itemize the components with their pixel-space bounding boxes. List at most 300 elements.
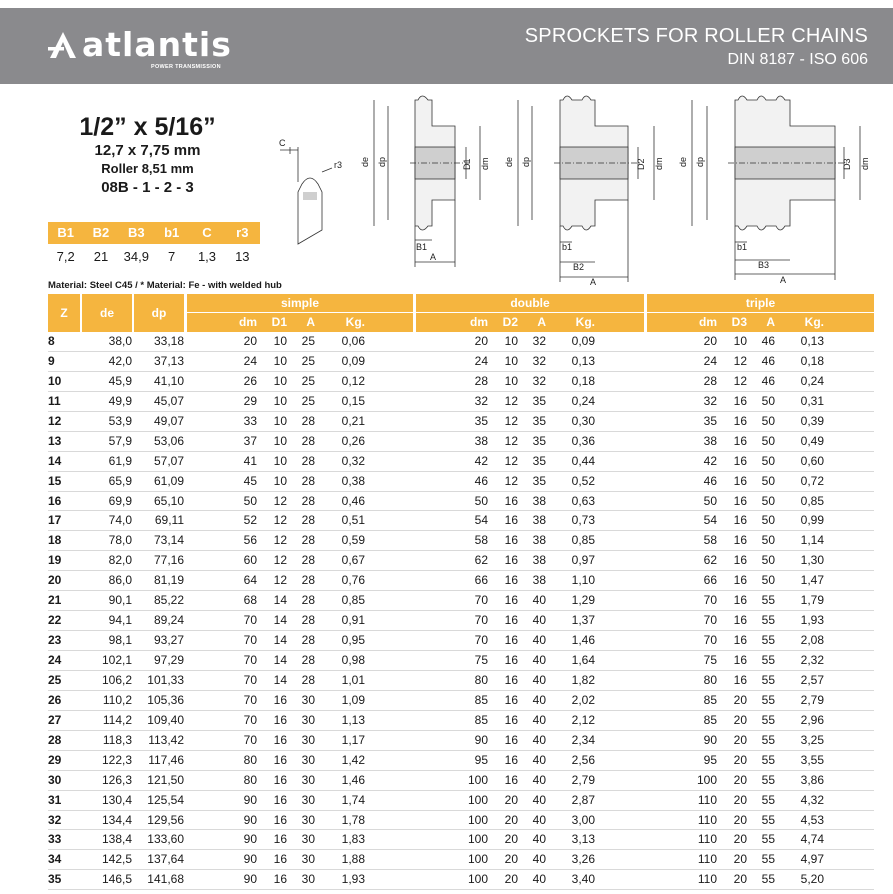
table-cell: 10	[273, 473, 287, 488]
table-cell: 12	[273, 533, 287, 548]
table-cell: 22	[48, 613, 62, 628]
table-cell: 2,79	[571, 772, 595, 787]
table-cell: 98,1	[108, 633, 132, 648]
table-cell: 40	[532, 593, 546, 608]
table-cell: 110	[697, 832, 717, 847]
table-cell: 16	[273, 732, 287, 747]
table-cell: 129,56	[147, 812, 184, 827]
table-cell: 40	[532, 852, 546, 867]
table-cell: 32	[474, 393, 488, 408]
table-cell: 30	[301, 692, 315, 707]
table-cell: 0,76	[341, 573, 365, 588]
table-cell: 70	[243, 692, 257, 707]
table-cell: 0,30	[571, 413, 595, 428]
table-row	[48, 352, 874, 372]
table-cell: 16	[273, 832, 287, 847]
table-cell: 53,06	[153, 433, 184, 448]
table-cell: 28	[301, 493, 315, 508]
table-cell: 20	[703, 334, 717, 348]
table-cell: 28	[703, 373, 717, 388]
table-cell: 20	[733, 712, 747, 727]
table-cell: 121,50	[147, 772, 184, 787]
table-cell: 16	[733, 533, 747, 548]
table-cell: 12	[48, 413, 62, 428]
table-cell: 14	[273, 633, 287, 648]
table-cell: 50	[761, 573, 775, 588]
table-cell: 113,42	[148, 732, 184, 747]
table-cell: 1,01	[341, 672, 365, 687]
table-row	[48, 611, 874, 631]
table-cell: 55	[761, 732, 775, 747]
table-cell: 24	[243, 353, 257, 368]
table-cell: 12	[733, 373, 747, 388]
table-cell: 16	[504, 533, 518, 548]
table-cell: 54	[474, 513, 488, 528]
dimension-header-row	[48, 222, 260, 244]
table-cell: 16	[504, 692, 518, 707]
table-cell: 20	[733, 692, 747, 707]
table-cell: 70	[243, 672, 257, 687]
table-cell: 20	[733, 752, 747, 767]
dimension-table	[48, 222, 260, 270]
table-cell: 0,26	[341, 433, 365, 448]
table-cell: 20	[733, 792, 747, 807]
table-cell: 89,24	[153, 613, 184, 628]
table-cell: 20	[733, 832, 747, 847]
table-cell: 97,29	[153, 653, 184, 667]
table-cell: 35	[474, 413, 488, 428]
table-row	[48, 412, 874, 432]
table-cell: 20	[504, 792, 518, 807]
table-cell: 55	[761, 593, 775, 608]
table-cell: 32	[48, 812, 62, 827]
brand-name: atlantis	[82, 25, 232, 64]
table-cell: 0,06	[341, 334, 365, 348]
table-cell: 55	[761, 752, 775, 767]
table-cell: 10	[273, 334, 287, 348]
table-cell: 0,85	[341, 593, 365, 608]
table-cell: 30	[301, 772, 315, 787]
table-cell: 53,9	[108, 413, 132, 428]
table-cell: 94,1	[108, 613, 132, 628]
table-cell: 2,96	[800, 712, 824, 727]
table-cell: 37	[243, 433, 257, 448]
table-cell: 27	[48, 712, 62, 727]
table-cell: 1,93	[341, 872, 365, 887]
brand-logo	[48, 26, 248, 76]
table-cell: 60	[243, 553, 257, 568]
table-cell: 80	[243, 772, 257, 787]
table-cell: 57,07	[153, 453, 184, 468]
table-cell: 55	[761, 613, 775, 628]
label-triple-a: A	[780, 275, 787, 285]
header-subtitle: DIN 8187 - ISO 606	[727, 51, 868, 68]
table-cell: 16	[48, 493, 62, 508]
label-triple-dp: dp	[695, 156, 705, 167]
table-cell: 16	[504, 613, 518, 628]
table-cell: 41	[243, 453, 257, 468]
table-cell: 42	[474, 453, 488, 468]
table-cell: 50	[761, 513, 775, 528]
table-cell: 85	[474, 712, 488, 727]
dim-value-r3: 13	[235, 249, 250, 264]
table-cell: 70	[243, 712, 257, 727]
table-cell: 55	[761, 852, 775, 867]
table-cell: 0,38	[341, 473, 365, 488]
table-cell: 105,36	[147, 692, 184, 707]
table-cell: 35	[48, 872, 62, 887]
table-cell: 35	[703, 413, 717, 428]
table-cell: 3,40	[571, 872, 595, 887]
table-cell: 46	[761, 353, 775, 368]
label-triple-d3: D3	[842, 158, 852, 170]
table-cell: 40	[532, 692, 546, 707]
table-cell: 90	[243, 812, 257, 827]
table-cell: 90	[243, 792, 257, 807]
table-cell: 8	[48, 334, 55, 348]
table-cell: 118,3	[102, 732, 132, 747]
table-cell: 75	[703, 653, 717, 667]
table-cell: 1,83	[341, 832, 365, 847]
table-cell: 14	[273, 672, 287, 687]
table-cell: 110	[697, 812, 717, 827]
table-cell: 28	[301, 473, 315, 488]
table-cell: 46	[761, 373, 775, 388]
table-cell: 10	[504, 373, 518, 388]
label-triple-b1: b1	[737, 242, 748, 252]
table-cell: 70	[474, 613, 488, 628]
table-cell: 0,59	[341, 533, 365, 548]
table-row	[48, 870, 874, 890]
brand-tagline: POWER TRANSMISSION	[151, 64, 221, 70]
table-cell: 142,5	[101, 852, 132, 867]
label-c: C	[279, 138, 286, 148]
table-cell: 0,46	[341, 493, 365, 508]
table-cell: 40	[532, 653, 546, 667]
table-cell: 20	[733, 852, 747, 867]
table-cell: 1,74	[341, 792, 365, 807]
table-cell: 1,37	[571, 613, 595, 628]
table-cell: 20	[504, 812, 518, 827]
table-row	[48, 372, 874, 392]
table-cell: 16	[733, 473, 747, 488]
table-cell: 20	[733, 812, 747, 827]
table-cell: 12	[273, 573, 287, 588]
table-cell: 16	[733, 553, 747, 568]
table-body	[48, 332, 874, 890]
table-cell: 50	[761, 473, 775, 488]
table-cell: 10	[273, 413, 287, 428]
table-cell: 85	[703, 692, 717, 707]
table-cell: 134,4	[101, 812, 132, 827]
table-cell: 0,09	[341, 353, 365, 368]
table-cell: 2,56	[571, 752, 595, 767]
table-cell: 10	[48, 373, 62, 388]
table-cell: 16	[733, 672, 747, 687]
table-cell: 3,86	[800, 772, 824, 787]
table-cell: 12	[504, 453, 518, 468]
atlantis-logo-icon	[48, 30, 78, 60]
table-cell: 70	[243, 613, 257, 628]
table-cell: 12	[504, 413, 518, 428]
table-cell: 24	[703, 353, 717, 368]
table-cell: 16	[504, 553, 518, 568]
label-double-dp: dp	[521, 156, 531, 167]
label-triple-dm: dm	[860, 157, 870, 170]
table-cell: 110,2	[102, 692, 132, 707]
table-cell: 20	[504, 852, 518, 867]
simple-col-d1: D1	[271, 315, 287, 329]
table-cell: 54	[703, 513, 717, 528]
table-cell: 1,47	[800, 573, 824, 588]
table-cell: 52	[243, 513, 257, 528]
table-cell: 80	[703, 672, 717, 687]
table-cell: 0,09	[571, 334, 595, 348]
table-cell: 40	[532, 872, 546, 887]
triple-col-a: A	[766, 315, 775, 329]
table-cell: 46	[703, 473, 717, 488]
table-cell: 70	[243, 653, 257, 667]
table-cell: 125,54	[147, 792, 184, 807]
table-cell: 16	[733, 573, 747, 588]
table-cell: 16	[733, 413, 747, 428]
label-double-a: A	[590, 277, 597, 287]
table-cell: 1,88	[341, 852, 365, 867]
table-cell: 100	[467, 852, 488, 867]
table-cell: 38	[532, 533, 546, 548]
table-cell: 100	[467, 792, 488, 807]
table-cell: 10	[273, 373, 287, 388]
table-row	[48, 531, 874, 551]
table-cell: 4,32	[800, 792, 824, 807]
table-cell: 61,9	[108, 453, 132, 468]
table-cell: 56	[243, 533, 257, 548]
table-row	[48, 571, 874, 591]
table-cell: 75	[474, 653, 488, 667]
table-cell: 19	[48, 553, 62, 568]
spec-title-block	[40, 113, 255, 199]
table-cell: 33,18	[153, 334, 184, 348]
table-cell: 50	[761, 493, 775, 508]
table-cell: 30	[301, 732, 315, 747]
table-cell: 95	[703, 752, 717, 767]
label-double-b1: b1	[562, 242, 573, 252]
table-cell: 95	[474, 752, 488, 767]
table-row	[48, 850, 874, 870]
table-cell: 0,36	[571, 433, 595, 448]
table-cell: 0,13	[571, 353, 595, 368]
table-cell: 100	[467, 812, 488, 827]
table-cell: 1,46	[341, 772, 365, 787]
table-cell: 28	[301, 433, 315, 448]
table-cell: 55	[761, 712, 775, 727]
table-cell: 16	[733, 593, 747, 608]
label-triple-b3: B3	[758, 260, 770, 270]
table-cell: 73,14	[153, 533, 184, 548]
table-cell: 16	[273, 872, 287, 887]
table-cell: 28	[474, 373, 488, 388]
table-cell: 1,79	[800, 593, 824, 608]
table-cell: 30	[301, 832, 315, 847]
label-simple-dp: dp	[377, 156, 387, 167]
table-cell: 35	[532, 453, 546, 468]
table-cell: 82,0	[108, 553, 132, 568]
table-cell: 90	[243, 872, 257, 887]
simple-col-kg: Kg.	[345, 315, 365, 329]
table-cell: 14	[273, 653, 287, 667]
table-cell: 0,73	[571, 513, 595, 528]
table-cell: 40	[532, 812, 546, 827]
table-cell: 58	[703, 533, 717, 548]
table-cell: 90,1	[108, 593, 132, 608]
table-cell: 55	[761, 633, 775, 648]
table-cell: 1,09	[341, 692, 365, 707]
table-cell: 70	[703, 593, 717, 608]
table-cell: 14	[48, 453, 62, 468]
table-row	[48, 432, 874, 452]
table-row	[48, 751, 874, 771]
table-cell: 20	[48, 573, 62, 588]
table-cell: 20	[733, 872, 747, 887]
table-cell: 20	[474, 334, 488, 348]
chain-code: 08B - 1 - 2 - 3	[101, 179, 194, 196]
double-col-d2: D2	[502, 315, 518, 329]
table-cell: 38	[703, 433, 717, 448]
table-row	[48, 591, 874, 611]
table-cell: 50	[703, 493, 717, 508]
table-cell: 55	[761, 672, 775, 687]
table-cell: 16	[273, 692, 287, 707]
table-cell: 1,93	[800, 613, 824, 628]
table-cell: 40	[532, 712, 546, 727]
table-cell: 50	[474, 493, 488, 508]
table-cell: 10	[504, 334, 518, 348]
table-cell: 74,0	[108, 513, 132, 528]
table-cell: 2,57	[800, 672, 824, 687]
table-cell: 2,34	[571, 732, 595, 747]
table-cell: 14	[273, 593, 287, 608]
table-cell: 57,9	[108, 433, 132, 448]
table-cell: 25	[48, 672, 62, 687]
table-row	[48, 631, 874, 651]
table-cell: 55	[761, 772, 775, 787]
table-cell: 110	[697, 872, 717, 887]
table-cell: 4,74	[800, 832, 824, 847]
table-cell: 12	[273, 553, 287, 568]
table-cell: 90	[243, 832, 257, 847]
simple-sprocket-drawing	[360, 96, 490, 267]
table-cell: 77,16	[153, 553, 184, 568]
label-double-dm: dm	[654, 157, 664, 170]
table-cell: 90	[703, 732, 717, 747]
table-cell: 12	[504, 433, 518, 448]
table-cell: 28	[301, 513, 315, 528]
dim-header-b2: B2	[92, 225, 110, 240]
table-cell: 16	[733, 633, 747, 648]
table-cell: 55	[761, 792, 775, 807]
table-row	[48, 492, 874, 512]
table-cell: 16	[504, 513, 518, 528]
table-row	[48, 452, 874, 472]
table-cell: 11	[48, 393, 61, 408]
table-cell: 15	[48, 473, 62, 488]
table-cell: 29	[243, 393, 257, 408]
table-cell: 49,9	[108, 393, 132, 408]
table-cell: 0,97	[571, 553, 595, 568]
table-cell: 50	[761, 433, 775, 448]
table-cell: 85,22	[153, 593, 184, 608]
table-cell: 29	[48, 752, 62, 767]
table-cell: 0,15	[341, 393, 365, 408]
table-row	[48, 392, 874, 412]
group-header-double: double	[416, 294, 644, 312]
dim-header-b1-small: b1	[164, 225, 180, 240]
table-cell: 55	[761, 812, 775, 827]
table-cell: 0,63	[571, 493, 595, 508]
table-cell: 16	[504, 653, 518, 667]
dim-value-b1-small: 7	[168, 249, 176, 264]
table-cell: 12	[504, 393, 518, 408]
table-cell: 2,32	[800, 653, 824, 667]
table-cell: 1,82	[571, 672, 595, 687]
table-cell: 28	[301, 533, 315, 548]
table-cell: 13	[48, 433, 62, 448]
label-simple-dm: dm	[480, 157, 490, 170]
table-cell: 50	[243, 493, 257, 508]
table-cell: 70	[243, 633, 257, 648]
table-cell: 0,31	[800, 393, 824, 408]
table-cell: 4,53	[800, 812, 824, 827]
table-cell: 90	[474, 732, 488, 747]
label-r3: r3	[334, 160, 343, 170]
table-cell: 9	[48, 353, 55, 368]
table-cell: 16	[273, 852, 287, 867]
table-cell: 1,10	[571, 573, 595, 588]
table-cell: 40	[532, 772, 546, 787]
table-cell: 16	[504, 593, 518, 608]
dim-header-b3: B3	[128, 225, 145, 240]
table-cell: 2,02	[571, 692, 595, 707]
table-cell: 12	[273, 493, 287, 508]
group-header-simple: simple	[187, 294, 413, 312]
triple-col-d3: D3	[731, 315, 747, 329]
table-cell: 34	[48, 852, 62, 867]
table-cell: 100	[467, 772, 488, 787]
table-column-header	[48, 312, 874, 332]
page-header	[0, 0, 893, 84]
table-cell: 3,26	[571, 852, 595, 867]
triple-col-dm: dm	[699, 315, 717, 329]
table-cell: 16	[733, 513, 747, 528]
double-col-kg: Kg.	[575, 315, 595, 329]
table-cell: 2,87	[571, 792, 595, 807]
table-cell: 16	[504, 712, 518, 727]
table-cell: 32	[532, 373, 546, 388]
chain-size: 1/2” x 5/16”	[79, 113, 216, 141]
table-cell: 46	[474, 473, 488, 488]
table-cell: 16	[504, 573, 518, 588]
dim-value-b1: 7,2	[56, 249, 75, 264]
table-cell: 23	[48, 633, 62, 648]
table-cell: 3,55	[800, 752, 824, 767]
triple-sprocket-drawing	[678, 96, 870, 285]
double-col-dm: dm	[470, 315, 488, 329]
table-row	[48, 671, 874, 691]
table-cell: 38	[474, 433, 488, 448]
table-cell: 58	[474, 533, 488, 548]
dim-value-b3: 34,9	[123, 249, 149, 264]
table-cell: 2,79	[800, 692, 824, 707]
